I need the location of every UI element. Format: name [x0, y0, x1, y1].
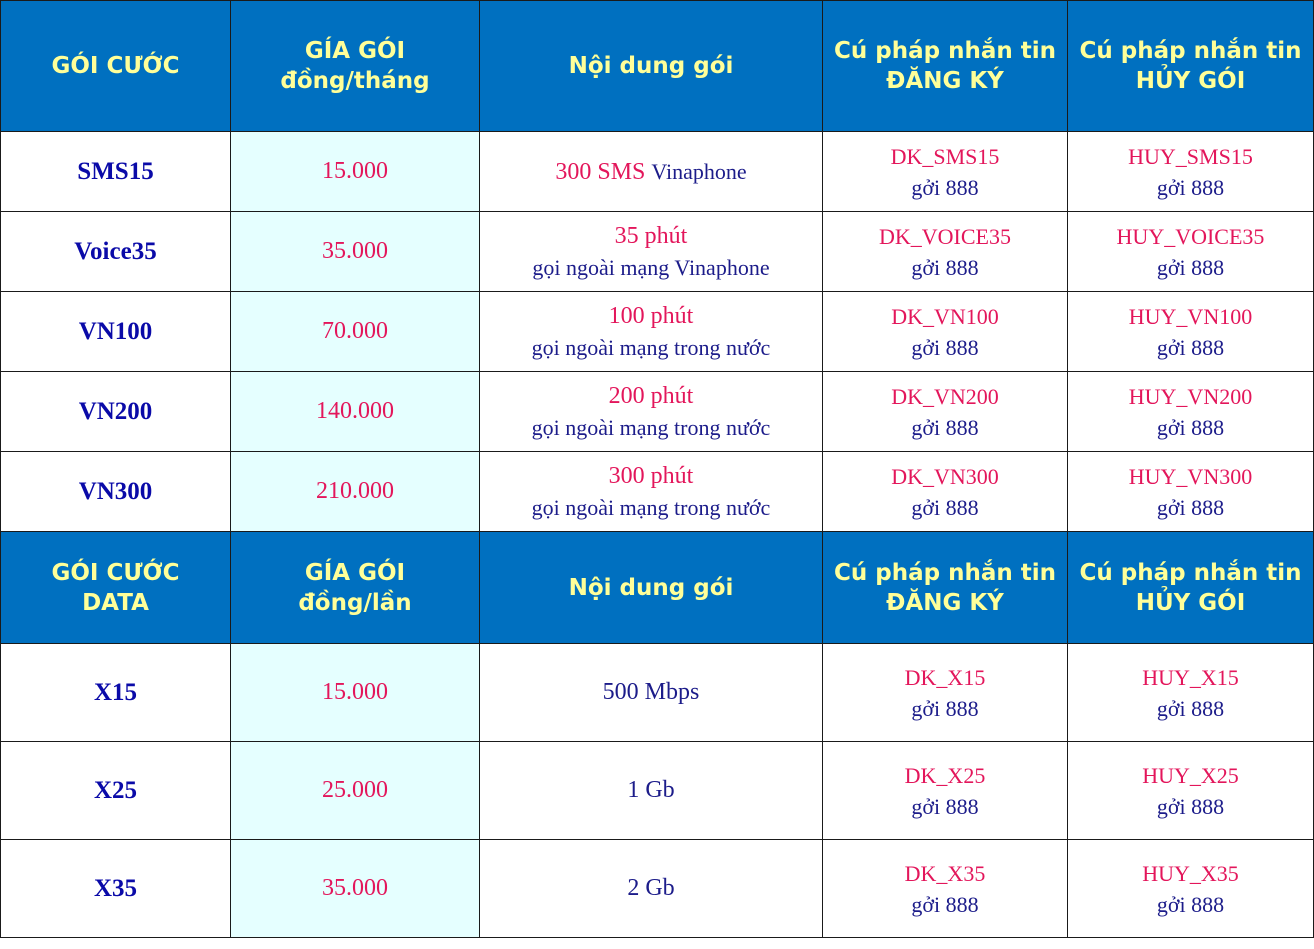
package-content: 500 Mbps: [480, 644, 823, 742]
cancel-to: gởi 888: [1156, 174, 1225, 200]
cancel-syntax: [1068, 644, 1314, 742]
cancel-code: HUY_VN300: [1128, 463, 1253, 489]
table-row: [1, 452, 1314, 532]
package-name: X15: [1, 644, 231, 742]
cancel-to: gởi 888: [1156, 254, 1225, 280]
register-to: gởi 888: [911, 793, 979, 819]
header-register-label: Cú pháp nhắn tin: [834, 559, 1056, 586]
table-row: [1, 840, 1314, 938]
cancel-code: HUY_SMS15: [1128, 143, 1253, 169]
cancel-syntax: [1068, 132, 1314, 212]
content-main: 300 phút: [608, 462, 694, 489]
cancel-code: HUY_X15: [1142, 664, 1239, 690]
register-code: DK_SMS15: [890, 143, 1000, 169]
content-sub: Vinaphone: [651, 158, 747, 184]
header-register-action: ĐĂNG KÝ: [886, 68, 1004, 94]
package-content: [480, 452, 823, 532]
header-content-label: Nội dung gói: [568, 53, 734, 79]
package-content: [480, 292, 823, 372]
content-sub: gọi ngoài mạng trong nước: [531, 414, 771, 440]
header-content: [480, 1, 823, 132]
content-sub: gọi ngoài mạng Vinaphone: [532, 254, 770, 280]
register-code: DK_X25: [904, 762, 986, 788]
package-name: Voice35: [1, 212, 231, 292]
cancel-to: gởi 888: [1156, 334, 1225, 360]
header-price: [231, 1, 480, 132]
register-to: gởi 888: [911, 891, 979, 917]
content-main: 35 phút: [614, 222, 688, 249]
register-code: DK_VN300: [891, 463, 999, 489]
content-main: 200 phút: [608, 382, 694, 409]
package-content: [480, 132, 823, 212]
header-cancel-label: Cú pháp nhắn tin: [1079, 559, 1302, 586]
register-syntax: [823, 132, 1068, 212]
voice-header-row: [1, 1, 1314, 132]
package-price: 35.000: [231, 212, 480, 292]
header-cancel-label: Cú pháp nhắn tin: [1079, 38, 1302, 64]
register-to: gởi 888: [911, 254, 979, 280]
header-price: [231, 532, 480, 644]
package-name: X35: [1, 840, 231, 938]
register-to: gởi 888: [911, 334, 979, 360]
package-price: 140.000: [231, 372, 480, 452]
header-package-label: GÓI CƯỚC: [51, 53, 180, 79]
table-row: [1, 292, 1314, 372]
package-name: X25: [1, 742, 231, 840]
package-price: 15.000: [231, 644, 480, 742]
cancel-to: gởi 888: [1156, 414, 1225, 440]
cancel-code: HUY_VN100: [1128, 303, 1253, 329]
cancel-syntax: [1068, 452, 1314, 532]
register-syntax: [823, 742, 1068, 840]
table-row: [1, 644, 1314, 742]
header-package-label: GÓI CƯỚC: [51, 559, 180, 586]
register-code: DK_VN100: [891, 303, 999, 329]
register-to: gởi 888: [911, 494, 979, 520]
cancel-to: gởi 888: [1156, 494, 1225, 520]
package-price: 210.000: [231, 452, 480, 532]
header-package: [1, 1, 231, 132]
content-sub: gọi ngoài mạng trong nước: [531, 334, 771, 360]
package-price: 35.000: [231, 840, 480, 938]
cancel-syntax: [1068, 372, 1314, 452]
table-row: [1, 212, 1314, 292]
register-to: gởi 888: [911, 414, 979, 440]
register-syntax: [823, 644, 1068, 742]
cancel-code: HUY_X25: [1142, 762, 1239, 788]
package-name: VN100: [1, 292, 231, 372]
header-content-label: Nội dung gói: [568, 574, 734, 601]
header-package: [1, 532, 231, 644]
cancel-syntax: [1068, 840, 1314, 938]
header-register-action: ĐĂNG KÝ: [886, 589, 1004, 616]
header-register: [823, 532, 1068, 644]
package-content: 1 Gb: [480, 742, 823, 840]
header-cancel: [1068, 1, 1314, 132]
register-syntax: [823, 372, 1068, 452]
package-price: 15.000: [231, 132, 480, 212]
content-sub: gọi ngoài mạng trong nước: [531, 494, 771, 520]
package-price: 25.000: [231, 742, 480, 840]
table-row: [1, 132, 1314, 212]
table-row: [1, 742, 1314, 840]
header-package-type: DATA: [82, 589, 149, 616]
header-content: [480, 532, 823, 644]
register-to: gởi 888: [911, 174, 979, 200]
register-syntax: [823, 840, 1068, 938]
content-main: 100 phút: [608, 302, 694, 329]
package-name: VN300: [1, 452, 231, 532]
package-name: VN200: [1, 372, 231, 452]
package-content: [480, 212, 823, 292]
header-register: [823, 1, 1068, 132]
cancel-to: gởi 888: [1156, 891, 1225, 917]
header-cancel: [1068, 532, 1314, 644]
cancel-syntax: [1068, 742, 1314, 840]
register-syntax: [823, 212, 1068, 292]
register-code: DK_VOICE35: [879, 223, 1011, 249]
package-content: [480, 372, 823, 452]
cancel-syntax: [1068, 292, 1314, 372]
cancel-code: HUY_X35: [1142, 860, 1239, 886]
package-price: 70.000: [231, 292, 480, 372]
register-code: DK_X35: [904, 860, 986, 886]
package-content: 2 Gb: [480, 840, 823, 938]
cancel-syntax: [1068, 212, 1314, 292]
register-code: DK_VN200: [891, 383, 999, 409]
content-main: 300 SMS: [555, 158, 646, 185]
register-syntax: [823, 452, 1068, 532]
register-code: DK_X15: [904, 664, 986, 690]
header-cancel-action: HỦY GÓI: [1135, 589, 1246, 616]
header-price-label: GÍA GÓI: [304, 559, 406, 586]
data-header-row: [1, 532, 1314, 644]
header-register-label: Cú pháp nhắn tin: [834, 38, 1056, 64]
cancel-to: gởi 888: [1156, 695, 1225, 721]
cancel-to: gởi 888: [1156, 793, 1225, 819]
header-price-unit: đồng/tháng: [280, 68, 430, 94]
header-price-unit: đồng/lần: [298, 589, 412, 616]
table-row: [1, 372, 1314, 452]
register-to: gởi 888: [911, 695, 979, 721]
cancel-code: HUY_VOICE35: [1116, 223, 1265, 249]
cancel-code: HUY_VN200: [1128, 383, 1253, 409]
register-syntax: [823, 292, 1068, 372]
header-price-label: GÍA GÓI: [304, 38, 406, 64]
header-cancel-action: HỦY GÓI: [1135, 68, 1246, 94]
package-name: SMS15: [1, 132, 231, 212]
